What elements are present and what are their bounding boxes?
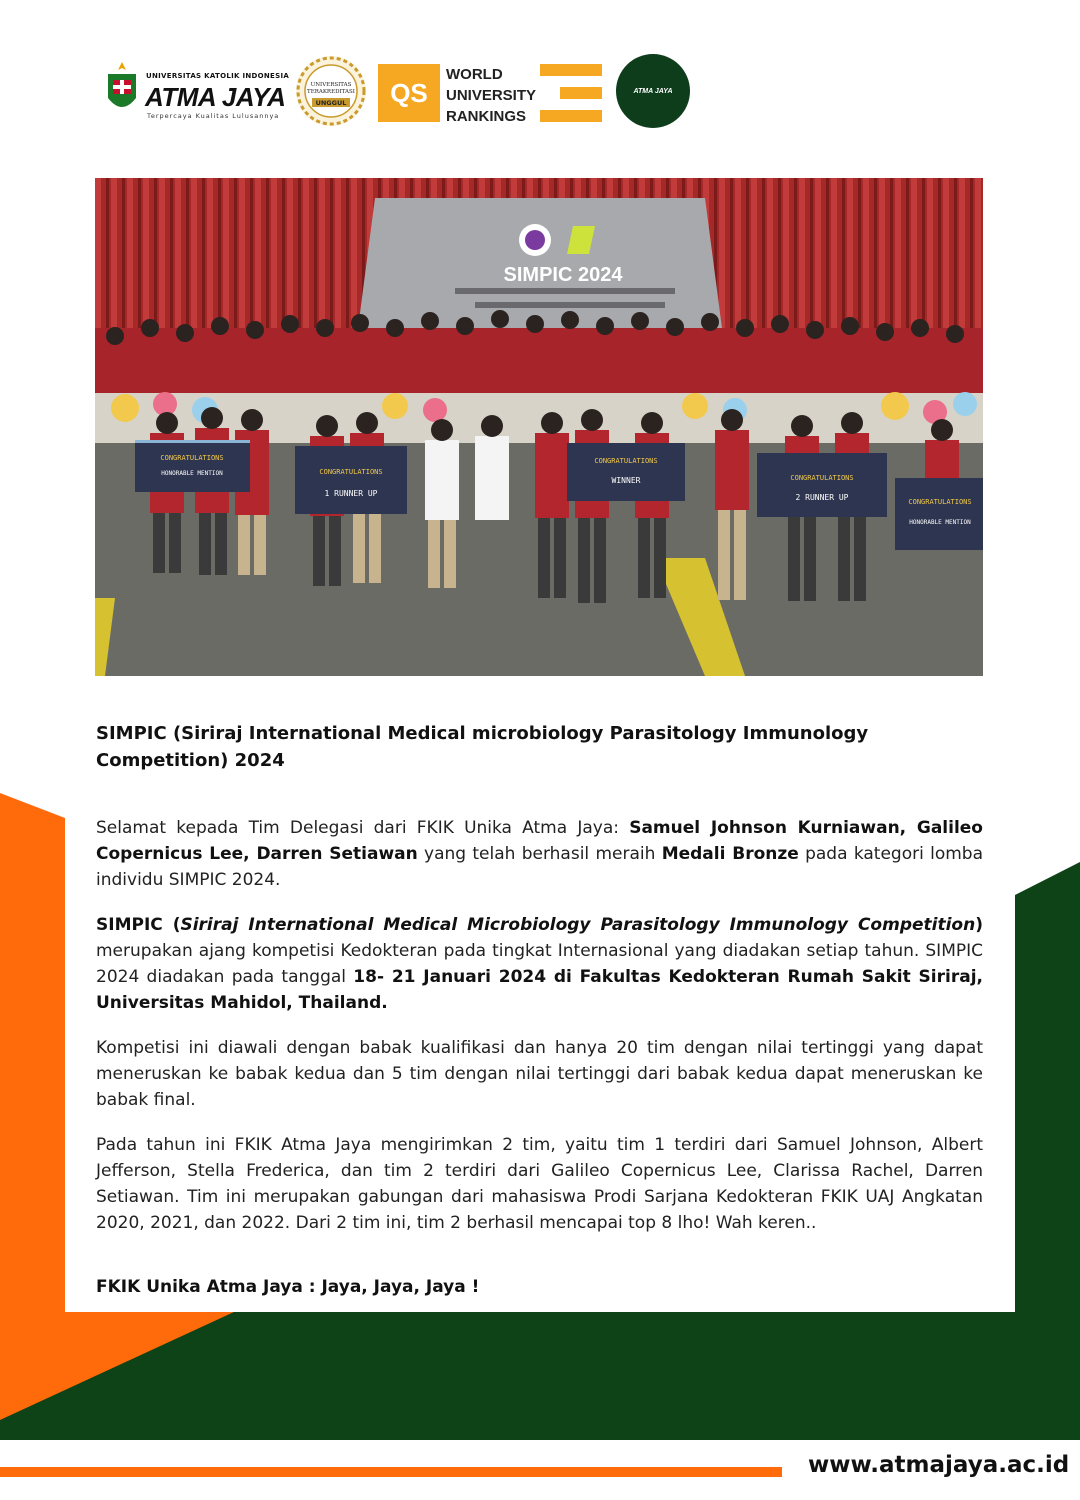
event-photo: [95, 178, 983, 676]
atma-jaya-logo: [104, 58, 290, 122]
p1-intro: Selamat kepada Tim Delegasi dari FKIK Unika Atma Jaya:: [96, 818, 630, 838]
qs-rankings-text: [446, 64, 536, 127]
university-tagline: Terpercaya Kualitas Lulusannya: [147, 112, 280, 120]
p2-simpic: SIMPIC (: [96, 915, 181, 935]
sign-first-runner-up: 1 RUNNER UP: [324, 489, 378, 498]
p1-medal: Medali Bronze: [661, 844, 799, 864]
fkik-circle-logo: [616, 54, 690, 128]
stage-title: SIMPIC 2024: [503, 264, 623, 286]
p2-fullname: Siriraj International Medical Microbiology Parasitology Immunology Competition: [180, 915, 976, 935]
website-link[interactable]: www.atmajaya.ac.id: [808, 1452, 1070, 1478]
qs-line3: RANKINGS: [446, 108, 527, 125]
paragraph-about-simpic: [96, 912, 983, 1016]
p2-body: merupakan ajang kompetisi Kedokteran pada tingkat Internasional yang diadakan setiap tahun. SIMPIC 2024 diadakan pada tanggal: [96, 941, 983, 987]
sign-congrats-4: CONGRATULATIONS: [790, 474, 854, 482]
university-small-label: UNIVERSITAS KATOLIK INDONESIA: [146, 72, 290, 80]
closing-slogan: FKIK Unika Atma Jaya : Jaya, Jaya, Jaya !: [96, 1277, 480, 1297]
footer-orange-line: [0, 1467, 782, 1477]
sign-second-runner-up: 2 RUNNER UP: [795, 493, 849, 502]
qs-line2: UNIVERSITY: [446, 87, 537, 104]
paragraph-competition-format: Kompetisi ini diawali dengan babak kualifikasi dan hanya 20 tim dengan nilai tertinggi yang dapat meneruskan ke babak kedua dan 5 tim dengan nilai tertinggi dari babak kedua dapat meneruskan ke babak final.: [96, 1038, 983, 1110]
p1-end: pada kategori lomba individu SIMPIC 2024.: [96, 844, 983, 890]
accreditation-badge-icon: [294, 54, 368, 128]
sign-congrats-2: CONGRATULATIONS: [319, 468, 383, 476]
sign-honorable-1: HONORABLE MENTION: [161, 470, 223, 477]
article: [96, 720, 983, 1300]
sign-congrats-1: CONGRATULATIONS: [160, 454, 224, 462]
qs-logo: QS: [378, 64, 440, 122]
qs-line1: WORLD: [446, 66, 503, 83]
atma-jaya-shield-icon: [104, 60, 140, 118]
university-name: ATMA JAYA: [145, 82, 286, 112]
p2-close-paren: ): [975, 915, 983, 935]
sign-congrats-5: CONGRATULATIONS: [908, 498, 972, 506]
sign-honorable-2: HONORABLE MENTION: [909, 519, 971, 526]
circle-logo-text: ATMA JAYA: [633, 87, 673, 95]
badge-line1: UNIVERSITAS: [310, 82, 352, 88]
paragraph-teams: Pada tahun ini FKIK Atma Jaya mengirimkan 2 tim, yaitu tim 1 terdiri dari Samuel Johnson, Albert Jefferson, Stella Frederica, dan tim 2 terdiri dari Galileo Copernicus Lee, Clarissa Rachel, Darren Setiawan. Tim ini merupakan gabungan dari mahasiswa Prodi Sarjana Kedokteran FKIK UAJ Angkatan 2020, 2021, dan 2022. Dari 2 tim ini, tim 2 berhasil mencapai top 8 lho! Wah keren..: [96, 1135, 983, 1233]
p2-date-location: 18- 21 Januari 2024 di Fakultas Kedokteran Rumah Sakit Siriraj, Universitas Mahidol, Thailand.: [96, 967, 983, 1013]
p1-mid: yang telah berhasil meraih: [417, 844, 662, 864]
badge-line2: TERAKREDITASI: [307, 89, 355, 95]
p1-team-names: Samuel Johnson Kurniawan, Galileo Copernicus Lee, Darren Setiawan: [96, 818, 983, 864]
paragraph-congratulations: [96, 815, 983, 893]
qs-bars-icon: [530, 64, 602, 122]
sign-congrats-3: CONGRATULATIONS: [594, 457, 658, 465]
sign-winner: WINNER: [611, 476, 641, 485]
article-title: SIMPIC (Siriraj International Medical microbiology Parasitology Immunology Competition) 2024: [96, 723, 869, 771]
badge-ribbon: UNGGUL: [315, 99, 347, 107]
